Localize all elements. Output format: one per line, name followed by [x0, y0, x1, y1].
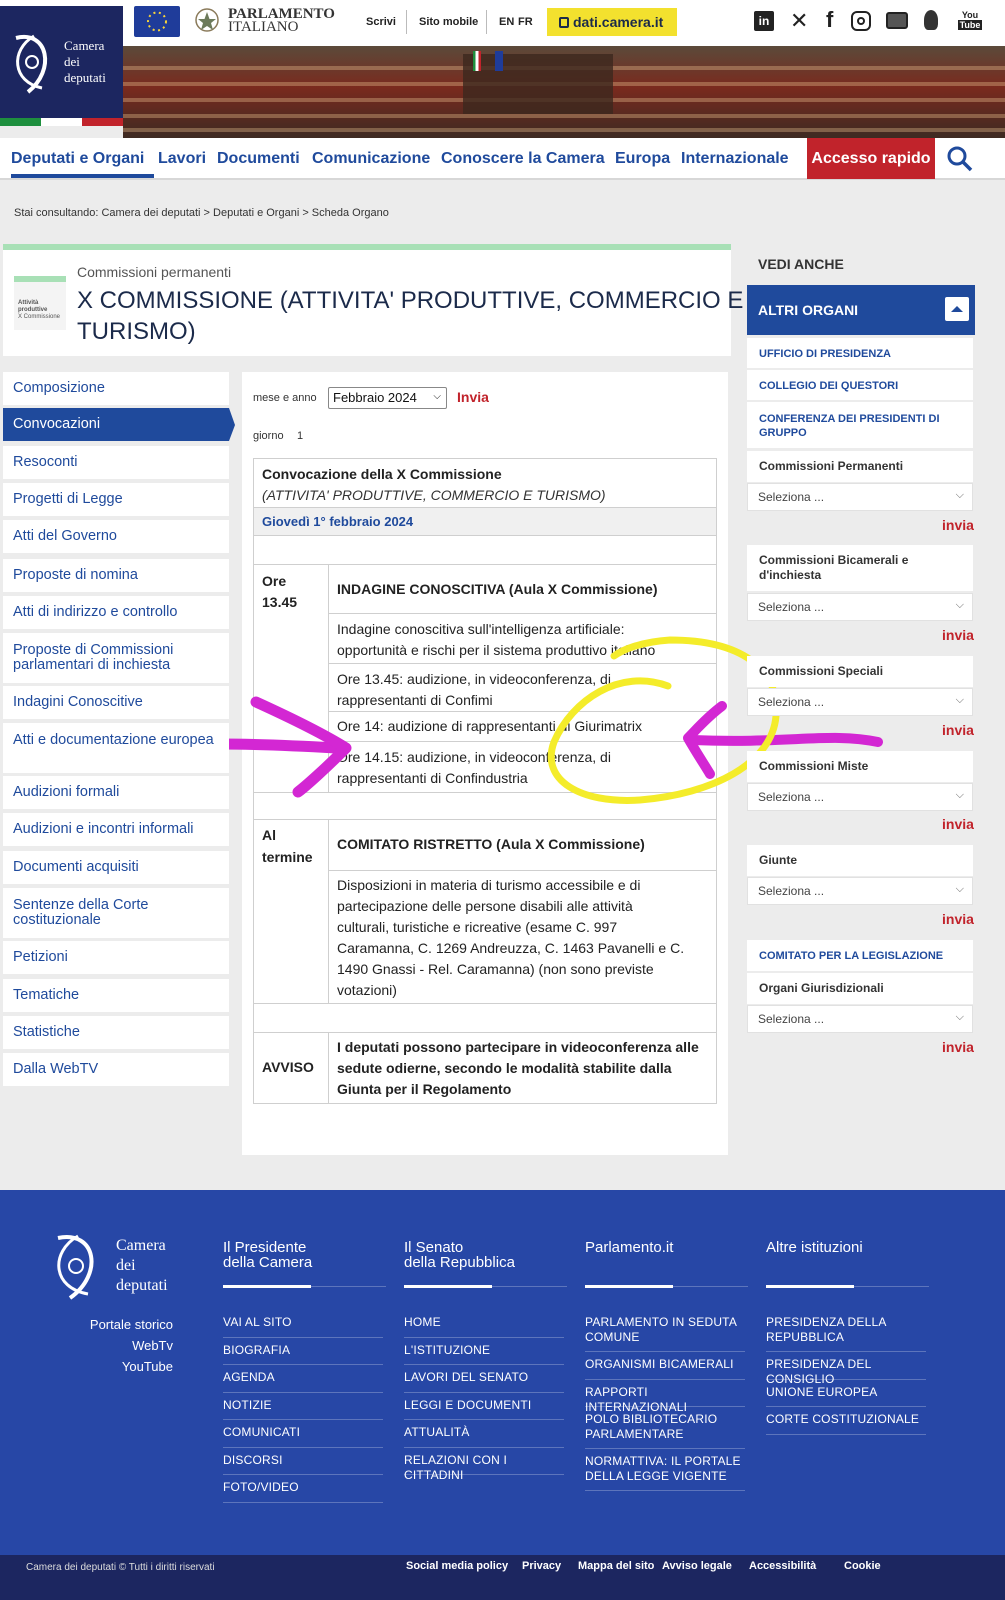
organ-category: Commissioni permanenti — [77, 264, 232, 280]
audizione-3-line-2: rappresentanti di Confindustria — [337, 770, 528, 786]
logo-line-1: Camera — [64, 38, 105, 53]
footer-link-separator — [404, 1392, 564, 1393]
nav-documenti[interactable]: Documenti — [217, 150, 300, 167]
time-cell-2 — [253, 819, 329, 1004]
right-group-select-4[interactable] — [747, 877, 973, 905]
bottom-link-0[interactable]: Social media policy — [406, 1560, 509, 1572]
footer-link-2-0[interactable]: PARLAMENTO IN SEDUTA COMUNE — [585, 1315, 737, 1344]
right-link-0[interactable]: UFFICIO DI PRESIDENZA — [747, 338, 973, 368]
footer-column-underline-0 — [223, 1285, 311, 1288]
breadcrumb: Stai consultando: Camera dei deputati > Deputati e Organi > Scheda Organo — [14, 207, 389, 219]
spacer-row — [253, 535, 717, 565]
indagine-line-1: Indagine conoscitiva sull'intelligenza artificiale: — [337, 621, 625, 637]
chevron-down-icon: ⌵ — [955, 489, 964, 501]
month-select-value: Febbraio 2024 — [333, 390, 417, 405]
right-group-invia-4[interactable]: invia — [942, 911, 974, 927]
footer-link-separator — [223, 1474, 383, 1475]
tv-icon[interactable] — [886, 12, 908, 29]
sidebar-item-audizioni-e-incontri-informali[interactable]: Audizioni e incontri informali — [3, 813, 229, 846]
sidebar-item-composizione[interactable]: Composizione — [3, 372, 229, 405]
instagram-icon[interactable] — [851, 11, 871, 31]
vedi-anche-title: VEDI ANCHE — [758, 256, 844, 272]
right-group-invia-2[interactable]: invia — [942, 722, 974, 738]
thumb-line-3: X Commissione — [18, 314, 61, 320]
footer-title-line: Il Senato — [404, 1239, 464, 1256]
footer-link-separator — [766, 1379, 926, 1380]
sidebar-item-progetti-di-legge[interactable]: Progetti di Legge — [3, 483, 229, 516]
right-link-2[interactable]: CONFERENZA DEI PRESIDENTI DI GRUPPO — [747, 402, 973, 448]
footer-column-underline-3 — [766, 1285, 854, 1288]
month-select[interactable] — [328, 387, 447, 409]
select-value: Seleziona ... — [758, 790, 825, 804]
right-group-label-0: Commissioni Permanenti — [747, 451, 973, 482]
organ-thumbnail — [14, 276, 66, 330]
comitato-line-1: Disposizioni in materia di turismo accessibile e di — [337, 877, 641, 893]
comitato-line-6: votazioni) — [337, 982, 397, 998]
separator — [406, 10, 407, 34]
nav-active-underline — [11, 174, 154, 178]
camera-monogram-icon — [8, 30, 58, 100]
sidebar-item-statistiche[interactable]: Statistiche — [3, 1016, 229, 1049]
convocation-subtitle: (ATTIVITA' PRODUTTIVE, COMMERCIO E TURISMO) — [262, 487, 606, 503]
right-group-select-2[interactable] — [747, 688, 973, 716]
footer-link-separator — [223, 1364, 383, 1365]
logo-line-3: deputati — [64, 70, 106, 85]
footer-column-rule-3 — [854, 1286, 929, 1287]
italian-flag-stripe — [0, 118, 123, 126]
footer-link-separator — [585, 1351, 745, 1352]
footer-link-0-0[interactable]: VAI AL SITO — [223, 1315, 292, 1329]
right-group-label-giurisdizionali: Organi Giurisdizionali — [747, 973, 973, 1004]
footer-link-separator — [223, 1392, 383, 1393]
italian-emblem — [194, 6, 220, 36]
footer-link-separator — [404, 1419, 564, 1420]
parlamento-line-2: ITALIANO — [228, 19, 299, 35]
accesso-rapido-button[interactable]: Accesso rapido — [807, 138, 935, 179]
right-group-select-1[interactable] — [747, 593, 973, 621]
nav-conoscere-la-camera[interactable]: Conoscere la Camera — [441, 150, 605, 167]
block-1-heading: INDAGINE CONOSCITIVA (Aula X Commissione) — [328, 564, 717, 614]
sidebar-item-atti-del-governo[interactable]: Atti del Governo — [3, 520, 229, 553]
footer-column-underline-2 — [585, 1285, 673, 1288]
select-value: Seleziona ... — [758, 695, 825, 709]
footer-title-line: Altre istituzioni — [766, 1239, 863, 1256]
footer-title-line: Il Presidente — [223, 1239, 307, 1256]
lock-icon — [559, 17, 569, 28]
nav-lavori[interactable]: Lavori — [158, 150, 207, 167]
block-2-heading: COMITATO RISTRETTO (Aula X Commissione) — [328, 819, 717, 871]
nav-internazionale[interactable]: Internazionale — [681, 150, 789, 167]
time-2-line-1: Al — [262, 827, 276, 843]
sidebar-item-audizioni-formali[interactable]: Audizioni formali — [3, 776, 229, 809]
audizione-1-line-2: rappresentanti di Confimi — [337, 692, 493, 708]
audizione-3-line-1: Ore 14.15: audizione, in videoconferenza, di — [337, 749, 611, 765]
audizione-1-line-1: Ore 13.45: audizione, in videoconferenza, di — [337, 671, 611, 687]
avviso-label: AVVISO — [253, 1032, 329, 1104]
audizione-2-line-1: Ore 14: audizione di rappresentanti di Giurimatrix — [337, 718, 643, 734]
linkedin-icon[interactable]: in — [754, 11, 774, 31]
footer-link-0-5[interactable]: DISCORSI — [223, 1452, 283, 1467]
footer-column-title-0[interactable] — [223, 1240, 312, 1270]
indagine-text — [328, 613, 717, 664]
eu-stars-icon — [134, 6, 180, 37]
sidebar-item-tematiche[interactable]: Tematiche — [3, 979, 229, 1012]
footer-link-3-3[interactable]: CORTE COSTITUZIONALE — [766, 1412, 920, 1426]
chevron-down-icon: ⌵ — [955, 694, 964, 706]
footer-column-rule-1 — [492, 1286, 567, 1287]
footer-title-line: Parlamento.it — [585, 1239, 674, 1256]
footer-link-separator — [585, 1490, 745, 1491]
footer-link-1-4[interactable]: ATTUALITÀ — [404, 1425, 470, 1439]
footer-link-2-3[interactable]: POLO BIBLIOTECARIO PARLAMENTARE — [585, 1412, 718, 1441]
right-group-select-giurisdizionali[interactable] — [747, 1005, 973, 1033]
footer-link-separator — [766, 1351, 926, 1352]
footer-link-2-2[interactable]: RAPPORTI INTERNAZIONALI — [585, 1384, 688, 1414]
footer-link-separator — [404, 1474, 564, 1475]
right-group-invia-0[interactable]: invia — [942, 517, 974, 533]
time-1-line-2: 13.45 — [262, 594, 298, 610]
spacer-row — [253, 1003, 717, 1033]
select-value: Seleziona ... — [758, 884, 825, 898]
footer-link-0-3[interactable]: NOTIZIE — [223, 1397, 272, 1412]
footer-column-title-1[interactable] — [404, 1240, 515, 1270]
select-value: Seleziona ... — [758, 600, 825, 614]
comitato-line-2: partecipazione delle persone disabili alle attività — [337, 898, 633, 914]
comitato-text — [328, 870, 717, 1004]
nav-deputati-e-organi[interactable]: Deputati e Organi — [11, 150, 145, 167]
comitato-line-3: culturali, turistiche e ricreative (esame C. 997 — [337, 919, 618, 935]
sidebar-item-atti-e-documentazione-europea[interactable]: Atti e documentazione europea — [3, 723, 229, 773]
altri-organi-label: ALTRI ORGANI — [758, 302, 859, 318]
month-label: mese e anno — [253, 392, 317, 404]
footer-link-separator — [585, 1448, 745, 1449]
footer-link-3-1[interactable]: PRESIDENZA DEL CONSIGLIO — [766, 1357, 872, 1386]
sidebar-item-convocazioni[interactable]: Convocazioni — [3, 408, 229, 441]
spacer-row — [253, 792, 717, 820]
footer-column-rule-0 — [311, 1286, 386, 1287]
organ-title-line-2: TURISMO) — [77, 318, 196, 345]
footer-link-2-1[interactable]: ORGANISMI BICAMERALI — [585, 1357, 734, 1371]
time-2-line-2: termine — [262, 849, 313, 865]
podcast-icon[interactable] — [924, 10, 938, 30]
footer-link-2-4[interactable]: NORMATTIVA: IL PORTALE DELLA LEGGE VIGENTE — [585, 1454, 741, 1483]
chevron-down-icon: ⌵ — [955, 789, 964, 801]
footer-link-0-2[interactable]: AGENDA — [223, 1370, 275, 1384]
sidebar-item-documenti-acquisiti[interactable]: Documenti acquisiti — [3, 851, 229, 884]
right-group-label-1: Commissioni Bicamerali e d'inchiesta — [747, 545, 973, 591]
separator — [486, 10, 487, 34]
audizione-1 — [328, 663, 717, 712]
footer-link-3-2[interactable]: UNIONE EUROPEA — [766, 1384, 878, 1399]
footer-link-separator — [223, 1419, 383, 1420]
audizione-2 — [328, 711, 717, 742]
footer-link-separator — [766, 1434, 926, 1435]
scrivi-link[interactable]: Scrivi — [366, 16, 396, 28]
right-group-select-3[interactable] — [747, 783, 973, 811]
chevron-down-icon: ⌵ — [955, 599, 964, 611]
footer-logo[interactable] — [48, 1230, 188, 1306]
footer-link-1-1[interactable]: L'ISTITUZIONE — [404, 1342, 491, 1357]
convocation-date-row: Giovedì 1° febbraio 2024 — [253, 507, 717, 536]
footer-title-line: della Camera — [223, 1254, 313, 1271]
chevron-down-icon: ⌵ — [433, 391, 441, 402]
footer-link-separator — [404, 1447, 564, 1448]
footer-link-separator — [585, 1406, 745, 1407]
footer-link-0-1[interactable]: BIOGRAFIA — [223, 1342, 291, 1357]
thumb-line-1: Attività — [18, 300, 39, 306]
nav-comunicazione[interactable]: Comunicazione — [312, 150, 431, 167]
footer-logo-line-3: deputati — [116, 1277, 168, 1294]
footer-link-1-5[interactable]: RELAZIONI CON I CITTADINI — [404, 1452, 508, 1482]
convocation-header — [253, 458, 717, 508]
youtube-icon[interactable]: You Tube — [959, 10, 981, 30]
footer-column-title-2[interactable] — [585, 1240, 673, 1255]
footer-column-underline-1 — [404, 1285, 492, 1288]
right-group-invia-3[interactable]: invia — [942, 816, 974, 832]
portale-storico-link[interactable]: Portale storico — [89, 1317, 173, 1332]
footer-link-separator — [766, 1406, 926, 1407]
camera-monogram-icon — [48, 1230, 112, 1302]
footer-link-1-2[interactable]: LAVORI DEL SENATO — [404, 1370, 529, 1384]
bottom-link-5[interactable]: Cookie — [844, 1560, 881, 1572]
camera-logo[interactable] — [0, 6, 123, 126]
sidebar-item-petizioni[interactable]: Petizioni — [3, 941, 229, 974]
sito-mobile-link[interactable]: Sito mobile — [419, 16, 479, 28]
footer-link-separator — [404, 1364, 564, 1365]
x-icon[interactable]: ✕ — [790, 8, 809, 33]
comitato-line-5: 1490 Gnassi - Rel. Caramanna) (non sono previste — [337, 961, 654, 977]
footer-link-1-0[interactable]: HOME — [404, 1315, 441, 1329]
footer-link-1-3[interactable]: LEGGI E DOCUMENTI — [404, 1397, 532, 1412]
footer-link-separator — [404, 1337, 564, 1338]
sidebar-item-atti-di-indirizzo-e-controllo[interactable]: Atti di indirizzo e controllo — [3, 596, 229, 629]
right-link-legislazione[interactable]: COMITATO PER LA LEGISLAZIONE — [747, 940, 973, 971]
indagine-line-2: opportunità e rischi per il sistema produttivo italiano — [337, 642, 656, 658]
lang-fr-link[interactable]: FR — [518, 16, 533, 28]
time-cell-1 — [253, 564, 329, 793]
right-group-label-4: Giunte — [747, 845, 973, 876]
footer-link-separator — [223, 1337, 383, 1338]
footer-logo-line-1: Camera — [116, 1237, 166, 1254]
logo-line-2: dei — [64, 54, 80, 69]
bottom-link-2[interactable]: Mappa del sito — [578, 1560, 655, 1572]
chevron-down-icon: ⌵ — [955, 883, 964, 895]
parlamento-italiano[interactable] — [228, 8, 335, 34]
right-group-label-2: Commissioni Speciali — [747, 656, 973, 687]
time-1-line-1: Ore — [262, 573, 287, 589]
sidebar-item-dalla-webtv[interactable]: Dalla WebTV — [3, 1053, 229, 1086]
facebook-icon[interactable]: f — [826, 7, 834, 32]
sidebar-item-proposte-di-commissioni-parlamentari-di-inchiesta[interactable]: Proposte di Commissioni parlamentari di inchiesta — [3, 633, 229, 683]
audizione-3 — [328, 741, 717, 793]
footer-column-rule-2 — [673, 1286, 748, 1287]
select-value: Seleziona ... — [758, 1012, 825, 1026]
parlamento-line-1: PARLAMENTO — [228, 6, 335, 22]
footer-link-separator — [585, 1379, 745, 1380]
thumb-line-2: produttive — [18, 307, 48, 313]
day-label: giorno — [253, 430, 284, 442]
footer-logo-line-2: dei — [116, 1257, 136, 1274]
collapse-icon[interactable] — [945, 297, 969, 321]
avviso-text: I deputati possono partecipare in videoconferenza alle sedute odierne, secondo le modalità stabilite dalla Giunta per il Regolamento — [328, 1032, 717, 1104]
youtube-link[interactable]: YouTube — [121, 1359, 173, 1374]
right-link-1[interactable]: COLLEGIO DEI QUESTORI — [747, 370, 973, 400]
bottom-link-3[interactable]: Avviso legale — [662, 1560, 732, 1572]
organ-title-line-1: X COMMISSIONE (ATTIVITA' PRODUTTIVE, COMMERCIO E — [77, 287, 744, 314]
dati-label: dati.camera.it — [573, 14, 664, 30]
footer-logo-links — [60, 1314, 173, 1377]
sidebar-item-resoconti[interactable]: Resoconti — [3, 446, 229, 479]
right-group-invia-giurisdizionali[interactable]: invia — [942, 1039, 974, 1055]
invia-button[interactable]: Invia — [457, 389, 489, 405]
footer-link-0-6[interactable]: FOTO/VIDEO — [223, 1480, 299, 1494]
chevron-down-icon: ⌵ — [955, 1011, 964, 1023]
footer-link-3-0[interactable]: PRESIDENZA DELLA REPUBBLICA — [766, 1315, 886, 1344]
altri-organi-header[interactable] — [747, 285, 975, 335]
active-item-pointer — [229, 408, 235, 441]
convocation-title: Convocazione della X Commissione — [262, 466, 502, 482]
footer-link-0-4[interactable]: COMUNICATI — [223, 1425, 301, 1439]
nav-europa[interactable]: Europa — [615, 150, 671, 167]
sidebar-item-sentenze-della-corte-costituzionale[interactable]: Sentenze della Corte costituzionale — [3, 888, 229, 938]
right-group-select-0[interactable] — [747, 483, 973, 511]
day-value[interactable]: 1 — [297, 430, 304, 442]
right-group-invia-1[interactable]: invia — [942, 627, 974, 643]
footer-link-separator — [223, 1502, 383, 1503]
comitato-line-4: Caramanna, C. 1269 Andreuzza, C. 1463 Pavanelli e C. — [337, 940, 685, 956]
footer-link-separator — [223, 1447, 383, 1448]
dati-camera-button[interactable] — [547, 8, 677, 36]
sidebar-item-proposte-di-nomina[interactable]: Proposte di nomina — [3, 559, 229, 592]
organ-title — [77, 285, 743, 347]
right-group-label-3: Commissioni Miste — [747, 751, 973, 782]
lang-en-link[interactable]: EN — [499, 16, 515, 28]
footer-column-title-3[interactable] — [766, 1240, 863, 1255]
copyright: Camera dei deputati © Tutti i diritti riservati — [26, 1562, 215, 1573]
select-value: Seleziona ... — [758, 490, 825, 504]
search-icon[interactable] — [947, 146, 973, 172]
bottom-link-4[interactable]: Accessibilità — [749, 1560, 817, 1572]
bottom-link-1[interactable]: Privacy — [522, 1560, 562, 1572]
footer-title-line: della Repubblica — [404, 1254, 515, 1271]
organ-header-top-border — [3, 244, 731, 250]
sidebar-item-indagini-conoscitive[interactable]: Indagini Conoscitive — [3, 686, 229, 719]
webtv-link[interactable]: WebTv — [132, 1338, 173, 1353]
chamber-photo — [123, 46, 1005, 138]
eu-logo[interactable] — [134, 6, 180, 37]
